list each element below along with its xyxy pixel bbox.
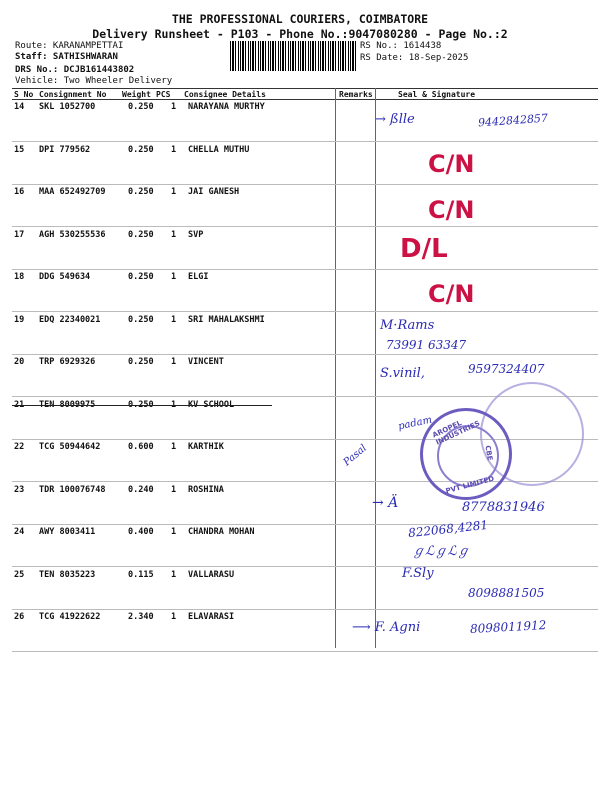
- row-consignee: ELGI: [188, 272, 209, 282]
- row-consignee: KV SCHOOL: [188, 399, 235, 410]
- row-consignment-no: AGH 530255536: [39, 229, 106, 240]
- row-consignment-no: TEN 8035223: [39, 569, 96, 580]
- row-consignee: SVP: [188, 229, 204, 240]
- col-header-signature: Seal & Signature: [398, 90, 476, 99]
- seal-text-line3: CBE: [483, 444, 494, 462]
- signature-row-14: → ßlle: [375, 112, 415, 127]
- row-consignment-no: TEN 8009975: [39, 399, 96, 410]
- row-pcs: 1: [171, 229, 177, 240]
- column-divider-signature: [375, 88, 376, 648]
- row-weight: 0.250: [128, 357, 154, 367]
- row-weight: 0.250: [128, 314, 154, 325]
- row-weight: 0.240: [128, 484, 154, 495]
- row-sno: 18: [14, 272, 25, 282]
- row-weight: 0.250: [128, 102, 154, 112]
- col-header-consignment: Consignment No: [39, 90, 107, 99]
- col-header-pcs: PCS: [156, 90, 171, 99]
- phone-handwritten-19: 73991 63347: [386, 338, 467, 352]
- row-sno: 15: [14, 144, 25, 155]
- row-pcs: 1: [171, 442, 177, 452]
- signature-row-26: ⟶ F. Agni: [352, 620, 421, 635]
- row-sno: 16: [14, 187, 25, 197]
- row-divider: [12, 566, 598, 567]
- remark-handwritten-18: C/N: [428, 280, 475, 308]
- remark-handwritten-17: D/L: [400, 234, 448, 264]
- row-sno: 26: [14, 612, 25, 622]
- seal-text-line1: AROPEL INDUSTRIES: [431, 419, 482, 447]
- row-divider: [12, 269, 598, 270]
- row-pcs: 1: [171, 484, 177, 495]
- row-consignee: ROSHINA: [188, 484, 224, 495]
- row-pcs: 1: [171, 399, 177, 410]
- row-weight: 0.600: [128, 442, 154, 452]
- row-pcs: 1: [171, 187, 177, 197]
- row-sno: 25: [14, 569, 25, 580]
- col-header-remarks: Remarks: [339, 90, 373, 99]
- seal-text-line2: PVT LIMITED: [444, 474, 495, 496]
- table-top-border: [12, 88, 598, 89]
- row-sno: 23: [14, 484, 25, 495]
- column-divider-remarks: [335, 88, 336, 648]
- phone-handwritten-20: 9597324407: [468, 362, 545, 376]
- row-consignment-no: MAA 652492709: [39, 187, 106, 197]
- row-consignment-no: TCG 50944642: [39, 442, 101, 452]
- row-pcs: 1: [171, 527, 177, 537]
- drs-number: DRS No.: DCJB161443802: [15, 65, 135, 75]
- rs-date: RS Date: 18-Sep-2025: [360, 53, 469, 63]
- phone-handwritten-23: 8778831946: [462, 500, 545, 515]
- row-consignment-no: TRP 6929326: [39, 357, 96, 367]
- row-consignee: SRI MAHALAKSHMI: [188, 314, 265, 325]
- phone-handwritten-24: 822068,4281: [407, 517, 489, 541]
- row-sno: 19: [14, 314, 25, 325]
- col-header-sno: S No: [14, 90, 34, 99]
- row-pcs: 1: [171, 144, 177, 155]
- row-strikethrough: [12, 405, 272, 406]
- row-consignee: CHELLA MUTHU: [188, 144, 250, 155]
- row-weight: 2.340: [128, 612, 154, 622]
- signature-row-23: → Ä: [372, 495, 399, 511]
- signature-row-21: padam: [397, 414, 433, 433]
- row-pcs: 1: [171, 357, 177, 367]
- phone-handwritten-25: 8098881505: [468, 586, 545, 600]
- remark-handwritten-15: C/N: [428, 150, 475, 178]
- row-consignment-no: DDG 549634: [39, 272, 91, 282]
- row-weight: 0.250: [128, 229, 154, 240]
- row-consignee: NARAYANA MURTHY: [188, 102, 265, 112]
- row-sno: 21: [14, 399, 25, 410]
- row-consignee: VALLARASU: [188, 569, 235, 580]
- row-sno: 14: [14, 102, 25, 112]
- row-sno: 24: [14, 527, 25, 537]
- row-consignment-no: SKL 1052700: [39, 102, 96, 112]
- row-divider: [12, 651, 598, 652]
- signature-row-24: ℊℒℊℒℊ: [412, 544, 470, 559]
- table-header-border: [12, 99, 598, 100]
- phone-handwritten-14: 9442842857: [477, 111, 549, 130]
- row-divider: [12, 609, 598, 610]
- row-divider: [12, 141, 598, 142]
- row-weight: 0.250: [128, 399, 154, 410]
- signature-row-20: S.vinil,: [380, 366, 425, 381]
- row-pcs: 1: [171, 569, 177, 580]
- runsheet-title: THE PROFESSIONAL COURIERS, COIMBATORE: [171, 12, 429, 26]
- row-pcs: 1: [171, 314, 177, 325]
- row-weight: 0.250: [128, 144, 154, 155]
- signature-row-22: Pasal: [341, 442, 369, 469]
- vehicle-label: Vehicle: Two Wheeler Delivery: [15, 76, 173, 86]
- row-sno: 20: [14, 357, 25, 367]
- staff-label: Staff: SATHISHWARAN: [15, 52, 118, 62]
- row-consignment-no: AWY 8003411: [39, 527, 96, 537]
- row-sno: 17: [14, 229, 25, 240]
- remark-handwritten-16: C/N: [428, 196, 475, 224]
- row-sno: 22: [14, 442, 25, 452]
- col-header-weight: Weight: [122, 90, 151, 99]
- col-header-consignee: Consignee Details: [184, 90, 266, 99]
- row-pcs: 1: [171, 272, 177, 282]
- rs-number: RS No.: 1614438: [360, 41, 442, 51]
- row-consignee: CHANDRA MOHAN: [188, 527, 255, 537]
- row-weight: 0.400: [128, 527, 154, 537]
- row-pcs: 1: [171, 102, 177, 112]
- row-pcs: 1: [171, 612, 177, 622]
- row-consignment-no: EDQ 22340021: [39, 314, 101, 325]
- row-divider: [12, 524, 598, 525]
- row-consignee: ELAVARASI: [188, 612, 235, 622]
- row-divider: [12, 184, 598, 185]
- row-consignment-no: DPI 779562: [39, 144, 91, 155]
- route-label: Route: KARANAMPETTAI: [15, 41, 124, 51]
- row-weight: 0.250: [128, 272, 154, 282]
- row-consignee: JAI GANESH: [188, 187, 240, 197]
- row-divider: [12, 311, 598, 312]
- row-consignment-no: TCG 41922622: [39, 612, 101, 622]
- company-seal: [420, 408, 512, 500]
- signature-row-25: F.Sly: [402, 566, 434, 581]
- phone-handwritten-26: 8098011912: [469, 618, 547, 636]
- row-divider: [12, 226, 598, 227]
- row-consignee: KARTHIK: [188, 442, 224, 452]
- row-divider: [12, 354, 598, 355]
- row-consignee: VINCENT: [188, 357, 224, 367]
- row-weight: 0.250: [128, 187, 154, 197]
- row-consignment-no: TDR 100076748: [39, 484, 106, 495]
- runsheet-subtitle: Delivery Runsheet - P103 - Phone No.:9047080280 - Page No.:2: [92, 27, 508, 41]
- barcode: [230, 41, 358, 71]
- signature-row-19: M·Rams: [380, 318, 435, 333]
- row-weight: 0.115: [128, 569, 154, 580]
